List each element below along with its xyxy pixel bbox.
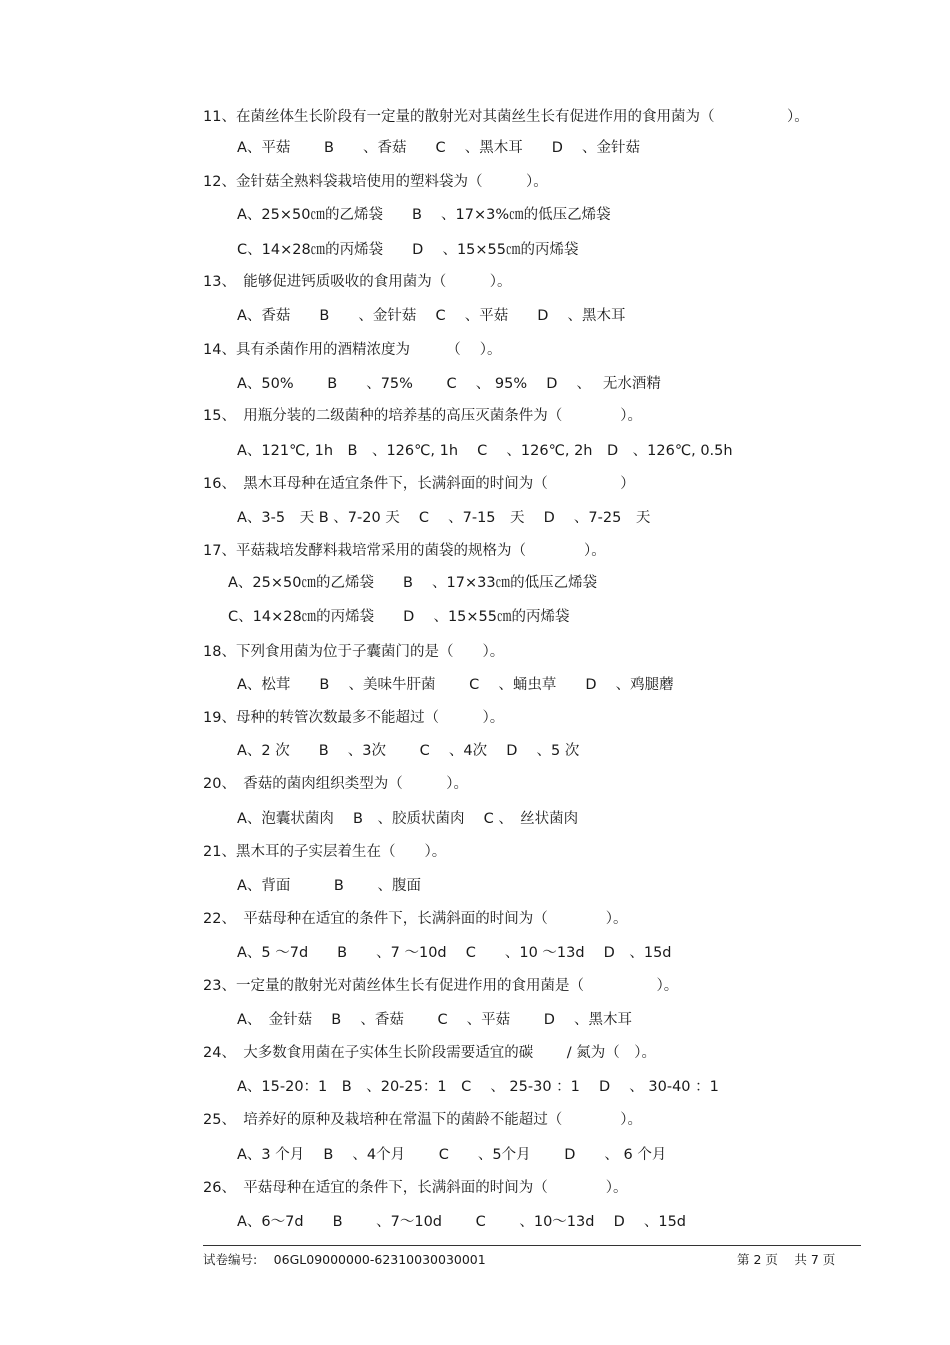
answer-options: A、50% B 、75% C 、 95% D 、 无水酒精 — [237, 376, 661, 392]
question-text: 25、 培养好的原种及栽培种在常温下的菌龄不能超过（ ）。 — [203, 1112, 642, 1128]
answer-options: A、3-5 天 B 、7-20 天 C 、7-15 天 D 、7-25 天 — [237, 510, 651, 526]
answer-options: A、6～7d B 、7～10d C 、10～13d D 、15d — [237, 1214, 686, 1230]
question-text: 21、黑木耳的子实层着生在（ ）。 — [203, 844, 447, 860]
answer-options: A、25×50㎝的乙烯袋 B 、17×3%㎝的低压乙烯袋 — [237, 207, 611, 223]
answer-options: A、背面 B 、腹面 — [237, 878, 421, 894]
answer-options: A、泡囊状菌肉 B 、胶质状菌肉 C 、 丝状菌肉 — [237, 811, 579, 827]
question-text: 12、金针菇全熟料袋栽培使用的塑料袋为（ ）。 — [203, 174, 548, 190]
answer-options: C、14×28㎝的丙烯袋 D 、15×55㎝的丙烯袋 — [237, 242, 579, 258]
answer-options: A、3 个月 B 、4个月 C 、5个月 D 、 6 个月 — [237, 1147, 667, 1163]
question-text: 13、 能够促进钙质吸收的食用菌为（ ）。 — [203, 274, 512, 290]
question-text: 11、在菌丝体生长阶段有一定量的散射光对其菌丝生长有促进作用的食用菌为（ ）。 — [203, 109, 809, 125]
answer-options: C、14×28㎝的丙烯袋 D 、15×55㎝的丙烯袋 — [228, 609, 570, 625]
question-text: 24、 大多数食用菌在子实体生长阶段需要适宜的碳 / 氮为（ ）。 — [203, 1045, 657, 1061]
question-text: 18、下列食用菌为位于子囊菌门的是（ ）。 — [203, 644, 505, 660]
question-text: 16、 黑木耳母种在适宜条件下，长满斜面的时间为（ ） — [203, 476, 635, 492]
answer-options: A、 金针菇 B 、香菇 C 、平菇 D 、黑木耳 — [237, 1012, 633, 1028]
question-text: 15、 用瓶分装的二级菌种的培养基的高压灭菌条件为（ ）。 — [203, 408, 642, 424]
footer-divider — [203, 1245, 861, 1246]
answer-options: A、平菇 B 、香菇 C 、黑木耳 D 、金针菇 — [237, 140, 640, 156]
answer-options: A、5 ～7d B 、7 ～10d C 、10 ～13d D 、15d — [237, 945, 672, 961]
answer-options: A、松茸 B 、美味牛肝菌 C 、蛹虫草 D 、鸡腿蘑 — [237, 677, 674, 693]
answer-options: A、121℃, 1h B 、126℃, 1h C 、126℃, 2h D 、126℃, 0.5h — [237, 443, 733, 459]
answer-options: A、2 次 B 、3次 C 、4次 D 、5 次 — [237, 743, 580, 759]
answer-options: A、香菇 B 、金针菇 C 、平菇 D 、黑木耳 — [237, 308, 626, 324]
question-text: 19、母种的转管次数最多不能超过（ ）。 — [203, 710, 505, 726]
page-number: 第 2 页 共 7 页 — [737, 1252, 836, 1267]
answer-options: A、15-20：1 B 、20-25：1 C 、 25-30 ：1 D 、 30-40 ：1 — [237, 1079, 719, 1095]
answer-options: A、25×50㎝的乙烯袋 B 、17×33㎝的低压乙烯袋 — [228, 575, 598, 591]
question-text: 14、具有杀菌作用的酒精浓度为 （ ）。 — [203, 342, 502, 358]
question-text: 23、一定量的散射光对菌丝体生长有促进作用的食用菌是（ ）。 — [203, 978, 679, 994]
question-text: 26、 平菇母种在适宜的条件下，长满斜面的时间为（ ）。 — [203, 1180, 628, 1196]
question-text: 20、 香菇的菌肉组织类型为（ ）。 — [203, 776, 468, 792]
exam-code: 试卷编号: 06GL09000000-62310030030001 — [203, 1252, 486, 1267]
question-text: 17、平菇栽培发酵料栽培常采用的菌袋的规格为（ ）。 — [203, 543, 606, 559]
question-text: 22、 平菇母种在适宜的条件下，长满斜面的时间为（ ）。 — [203, 911, 628, 927]
